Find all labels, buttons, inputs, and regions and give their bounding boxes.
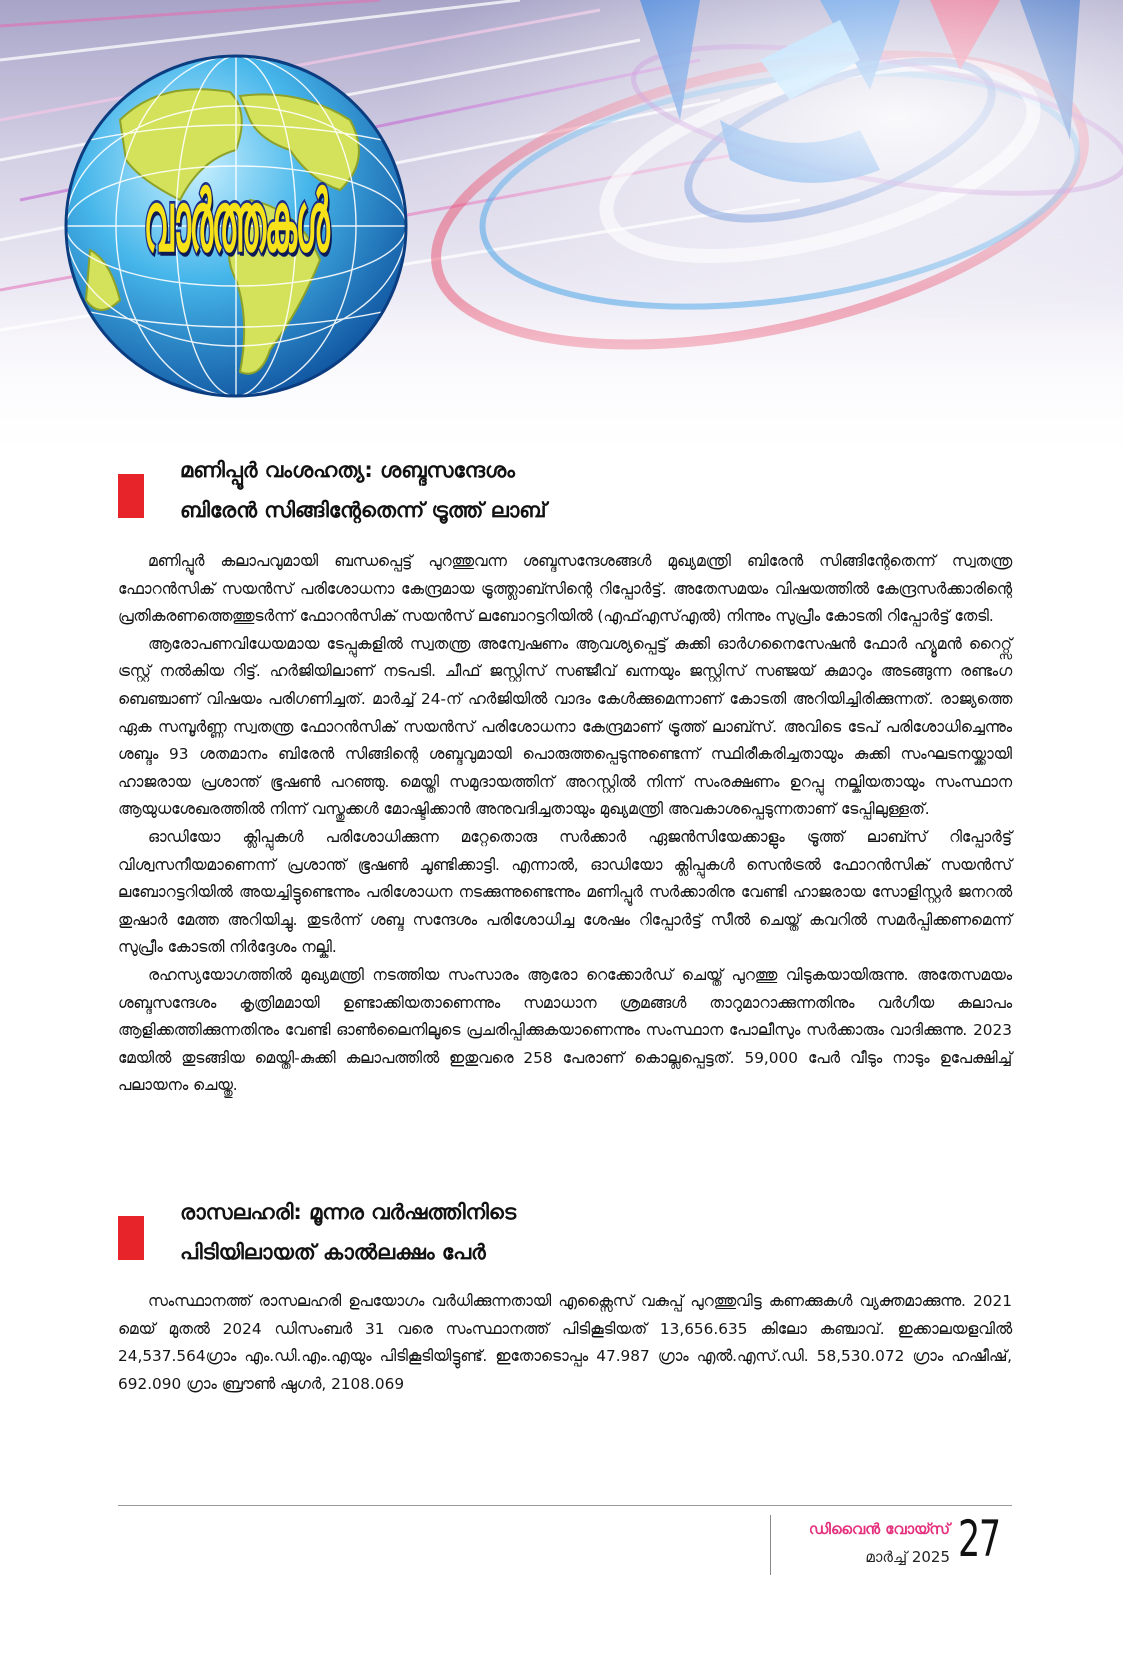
footer-separator — [770, 1515, 771, 1575]
headline-line: ബിരേൻ സിങ്ങിന്റേതെന്ന് ട്രൂത്ത് ലാബ് — [180, 498, 547, 522]
magazine-name: ഡിവൈൻ വോയ്സ് — [808, 1520, 950, 1538]
footer-divider — [118, 1505, 1012, 1506]
article-headline — [118, 450, 758, 530]
paragraph: രഹസ്യയോഗത്തിൽ മുഖ്യമന്ത്രി നടത്തിയ സംസാരം ആരോ റെക്കോർഡ് ചെയ്ത് പുറത്തു വിടുകയായിരുന്നു. അതേസമയം ശബ്ദസന്ദേശം കൃത്രിമമായി ഉണ്ടാക്കിയതാണെന്നും സമാധാന ശ്രമങ്ങൾ താറുമാറാക്കുന്നതിനും വർഗീയ കലാപം ആളിക്കത്തിക്കുന്നതിനും വേണ്ടി ഓൺലൈനിലൂടെ പ്രചരിപ്പിക്കുകയാണെന്നും സംസ്ഥാന പോലീസും സർക്കാരും വാദിക്കുന്നു. 2023 മേയിൽ തുടങ്ങിയ മെയ്തി-കുക്കി കലാപത്തിൽ ഇതുവരെ 258 പേരാണ് കൊല്ലപ്പെട്ടത്. 59,000 പേർ വീടും നാടും ഉപേക്ഷിച്ച് പലായനം ചെയ്തു. — [118, 965, 1012, 1095]
paragraph: ഓഡിയോ ക്ലിപ്പുകൾ പരിശോധിക്കുന്ന മറ്റേതൊരു സർക്കാർ ഏജൻസിയേക്കാളും ട്രൂത്ത് ലാബ്സ് റിപ്പോർട്ട് വിശ്വസനീയമാണെന്ന് പ്രശാന്ത് ഭൂഷൺ ചൂണ്ടിക്കാട്ടി. എന്നാൽ, ഓഡിയോ ക്ലിപ്പുകൾ സെൻട്രൽ ഫോറൻസിക് സയൻസ് ലബോറട്ടറിയിൽ അയച്ചിട്ടുണ്ടെന്നും പരിശോധന നടക്കുന്നുണ്ടെന്നും മണിപ്പൂർ സർക്കാരിനു വേണ്ടി ഹാജരായ സോളിസ്റ്റർ ജനറൽ തുഷാർ മേത്ത അറിയിച്ചു. തുടർന്ന് ശബ്ദ സന്ദേശം പരിശോധിച്ച ശേഷം റിപ്പോർട്ട് സീൽ ചെയ്ത് കവറിൽ സമർപ്പിക്കണമെന്ന് സുപ്രീം കോടതി നിർദ്ദേശം നല്കി. — [118, 827, 1012, 957]
headline-line: രാസലഹരി: മൂന്നര വർഷത്തിനിടെ — [180, 1200, 517, 1224]
article-headline — [118, 1192, 758, 1272]
paragraph: സംസ്ഥാനത്ത് രാസലഹരി ഉപയോഗം വർധിക്കുന്നതായി എക്സൈസ് വകുപ്പ് പുറത്തുവിട്ട കണക്കുകൾ വ്യക്തമാക്കുന്നു. 2021 മെയ് മുതൽ 2024 ഡിസംബർ 31 വരെ സംസ്ഥാനത്ത് പിടികൂടിയത് 13,656.635 കിലോ കഞ്ചാവ്. ഇക്കാലയളവിൽ 24,537.564ഗ്രാം എം.ഡി.എം.എയും പിടികൂടിയിട്ടുണ്ട്. ഇതോടൊപ്പം 47.987 ഗ്രാം എൽ.എസ്.ഡി. 58,530.072 ഗ്രാം ഹഷീഷ്, 692.090 ഗ്രാം ബ്രൗൺ ഷുഗർ, 2108.069 — [118, 1292, 1012, 1393]
headline-line: പിടിയിലായത് കാൽലക്ഷം പേർ — [180, 1240, 486, 1264]
section-banner — [0, 0, 1123, 470]
section-title: വാർത്തകൾ — [143, 172, 329, 271]
article-body — [118, 548, 1012, 1100]
paragraph: ആരോപണവിധേയമായ ടേപ്പുകളിൽ സ്വതന്ത്ര അന്വേഷണം ആവശ്യപ്പെട്ട് കുക്കി ഓർഗനൈസേഷൻ ഫോർ ഹ്യൂമൻ റൈറ്റ്സ് ട്രസ്റ്റ് നൽകിയ റിട്ട്. ഹർജിയിലാണ് നടപടി. ചീഫ് ജസ്റ്റിസ് സഞ്ജീവ് ഖന്നയും ജസ്റ്റിസ് സഞ്ജയ് കുമാറും അടങ്ങുന്ന രണ്ടംഗ ബെഞ്ചാണ് വിഷയം പരിഗണിച്ചത്. മാർച്ച് 24-ന് ഹർജിയിൽ വാദം കേൾക്കുമെന്നാണ് കോടതി അറിയിച്ചിരിക്കുന്നത്. രാജ്യത്തെ ഏക സമ്പൂർണ്ണ സ്വതന്ത്ര ഫോറൻസിക് സയൻസ് പരിശോധനാ കേന്ദ്രമാണ് ട്രൂത്ത് ലാബ്സ്. അവിടെ ടേപ് പരിശോധിച്ചെന്നും ശബ്ദം 93 ശതമാനം ബിരേൻ സിങ്ങിന്റെ ശബ്ദവുമായി പൊരുത്തപ്പെടുന്നുണ്ടെന്ന് സ്ഥിരീകരിച്ചതായും കുക്കി സംഘടനയ്ക്കായി ഹാജരായ പ്രശാന്ത് ഭൂഷൺ പറഞ്ഞു. മെയ്തി സമുദായത്തിന് അറസ്റ്റിൽ നിന്ന് സംരക്ഷണം ഉറപ്പു നല്കിയതായും സംസ്ഥാന ആയുധശേഖരത്തിൽ നിന്ന് വസ്തുക്കൾ മോഷ്ടിക്കാൻ അനുവദിച്ചതായും മുഖ്യമന്ത്രി അവകാശപ്പെടുന്നതാണ് ടേപ്പിലുള്ളത്. — [118, 634, 1012, 819]
headline-line: മണിപ്പൂർ വംശഹത്യ: ശബ്ദസന്ദേശം — [180, 458, 515, 482]
issue-date: മാർച്ച് 2025 — [865, 1548, 950, 1566]
article-body — [118, 1288, 1012, 1398]
paragraph: മണിപ്പൂർ കലാപവുമായി ബന്ധപ്പെട്ട് പുറത്തുവന്ന ശബ്ദസന്ദേശങ്ങൾ മുഖ്യമന്ത്രി ബിരേൻ സിങ്ങിന്റേതെന്ന് സ്വതന്ത്ര ഫോറൻസിക് സയൻസ് പരിശോധനാ കേന്ദ്രമായ ട്രൂത്ത്ലാബ്സിന്റെ റിപ്പോർട്ട്. അതേസമയം വിഷയത്തിൽ കേന്ദ്രസർക്കാരിന്റെ പ്രതികരണത്തെത്തുടർന്ന് ഫോറൻസിക് സയൻസ് ലബോറട്ടറിയിൽ (എഫ്എസ്എൽ) നിന്നും സുപ്രീം കോടതി റിപ്പോർട്ട് തേടി. — [118, 552, 1012, 626]
page-number: 27 — [958, 1510, 1000, 1568]
